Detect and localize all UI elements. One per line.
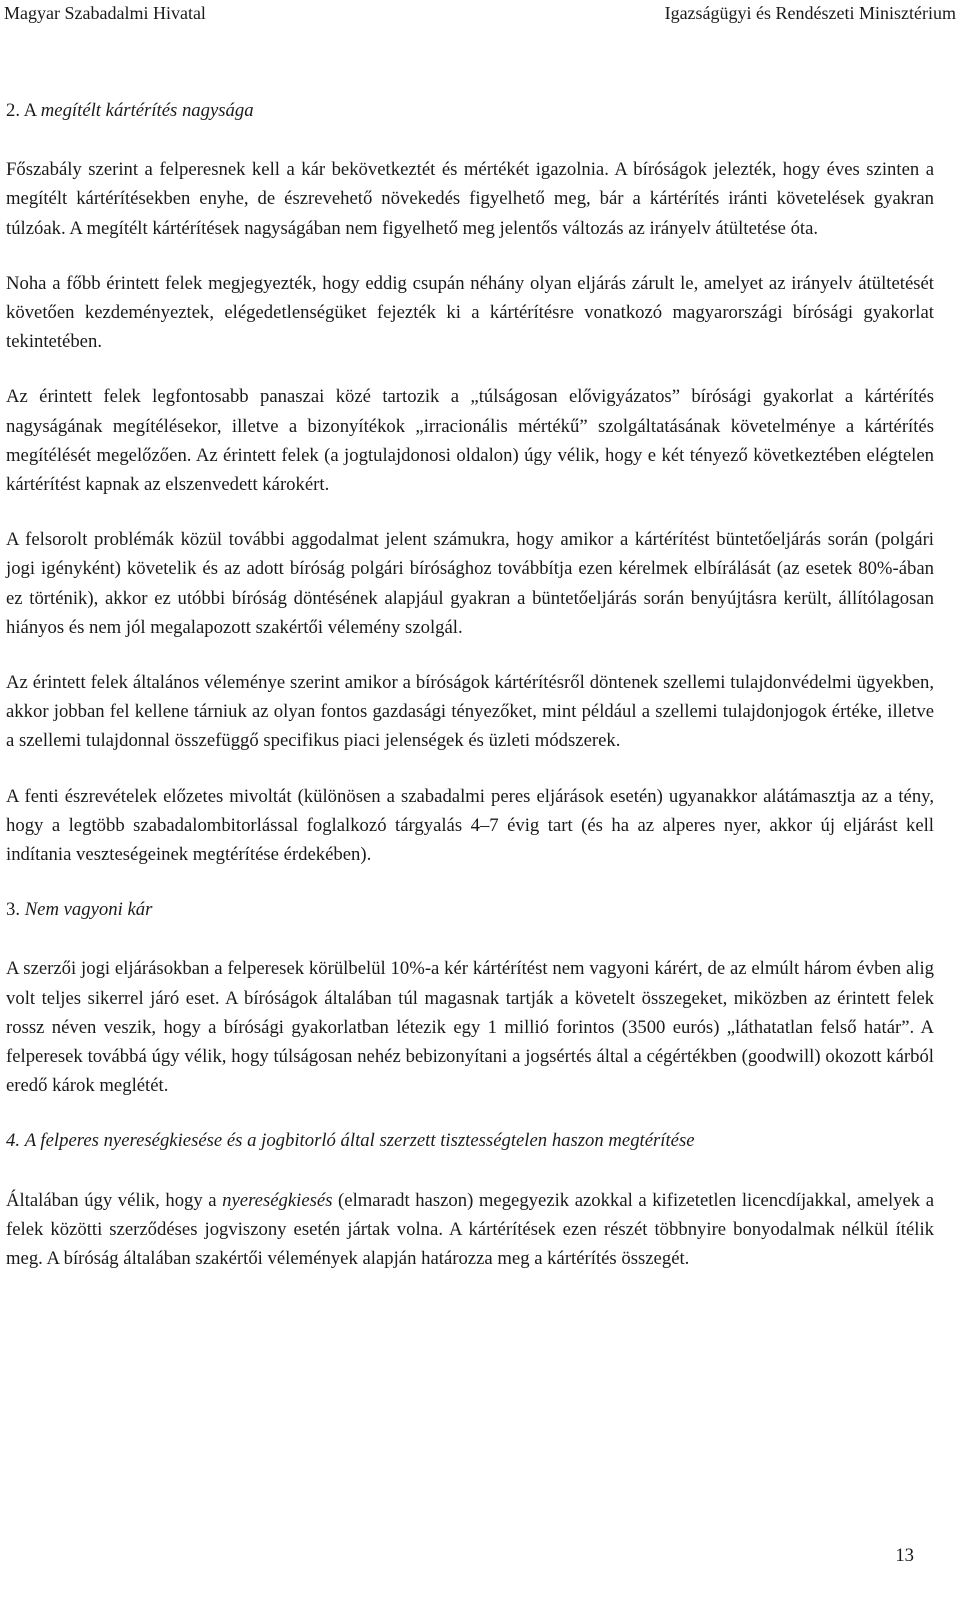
section-4-p1-emphasis: nyereségkiesés [222, 1189, 333, 1211]
section-3-paragraph-1: A szerzői jogi eljárásokban a felperesek körülbelül 10%-a kér kártérítést nem vagyoni kárért, de az elmúlt három évben alig volt teljes sikerrel járó eset. A bíróságok általában túl magasnak tartják a követelt összegeket, miközben az érintett felek rossz néven veszik, hogy a bírósági gyakorlatban létezik egy 1 millió forintos (3500 eurós) „láthatatlan felső határ”. A felperesek továbbá úgy vélik, hogy túlságosan nehéz bebizonyítani a jogsértés által a cégértékben (goodwill) okozott kárból eredő károk meglétét. [6, 958, 934, 1097]
page-number: 13 [895, 1545, 914, 1566]
section-4-title: A felperes nyereségkiesése és a jogbitorló által szerzett tisztességtelen haszon megtérítése [24, 1130, 695, 1152]
page-header [0, 0, 960, 30]
section-4-p1-text-after: (elmaradt haszon) megegyezik azokkal a kifizetetlen licencdíjakkal, amelyek a felek közötti szerződéses jogviszony esetén jártak volna. A kártérítések ezen részét többnyire bonyodalmak nélkül ítélik meg. A bíróság általában szakértői vélemények alapján határozza meg a kártérítés összegét. [6, 1189, 934, 1270]
section-2-title: megítélt kártérítés nagysága [40, 100, 254, 121]
section-2-paragraph-2: Noha a főbb érintett felek megjegyezték, hogy eddig csupán néhány olyan eljárás zárult le, amelyet az irányelv átültetését követően kezdeményeztek, elégedetlenségüket fejezték ki a kártérítésre vonatkozó magyarországi bírósági gyakorlat tekintetében. [6, 272, 934, 353]
section-2-paragraph-4: A felsorolt problémák közül további aggodalmat jelent számukra, hogy amikor a kártérítést büntetőeljárás során (polgári jogi igényként) követelik és az adott bíróság polgári bírósághoz továbbítja ezen kérelmek elbírálását (az esetek 80%-ában ez történik), akkor ez utóbbi bíróság döntésének alapjául gyakran a büntetőeljárás során benyújtásra került, állítólagosan hiányos és nem jól megalapozott szakértői vélemény szolgál. [6, 529, 934, 638]
section-2-paragraph-5: Az érintett felek általános véleménye szerint amikor a bíróságok kártérítésről döntenek szellemi tulajdonvédelmi ügyekben, akkor jobban fel kellene tárniuk az olyan fontos gazdasági tényezőket, mint például a szellemi tulajdonjogok értéke, illetve a szellemi tulajdonnal összefüggő specifikus piaci jelenségek és üzleti módszerek. [6, 672, 934, 752]
header-left-office: Magyar Szabadalmi Hivatal [4, 3, 206, 23]
section-2-number: 2. A [6, 100, 37, 121]
document-body [6, 96, 934, 1273]
header-right-ministry: Igazságügyi és Rendészeti Minisztérium [664, 3, 956, 23]
section-2-paragraph-1: Főszabály szerint a felperesnek kell a kár bekövetkeztét és mértékét igazolnia. A bíróságok jelezték, hogy éves szinten a megítélt kártérítésekben enyhe, de észrevehető növekedés figyelhető meg, bár a kártérítés iránti követelések gyakran túlzóak. A megítélt kártérítések nagyságában nem figyelhető meg jelentős változás az irányelv átültetése óta. [6, 159, 934, 239]
section-2-paragraph-6: A fenti észrevételek előzetes mivoltát (különösen a szabadalmi peres eljárások esetén) ugyanakkor alátámasztja az a tény, hogy a legtöbb szabadalombitorlással foglalkozó tárgyalás 4–7 évig tart (és ha az alperes nyer, akkor új eljárást kell indítania veszteségeinek megtérítése érdekében). [6, 785, 934, 866]
section-2-paragraph-3: Az érintett felek legfontosabb panaszai közé tartozik a „túlságosan elővigyázatos” bírósági gyakorlat a kártérítés nagyságának megítélésekor, illetve a bizonyítékok „irracionális mértékű” szolgáltatásának követelménye a kártérítés megítélését megelőzően. Az érintett felek (a jogtulajdonosi oldalon) úgy vélik, hogy e két tényező következtében elégtelen kártérítést kapnak az elszenvedett károkért. [6, 386, 934, 496]
section-4-p1-text-before: Általában úgy vélik, hogy a [6, 1189, 223, 1211]
section-4-heading [6, 1126, 934, 1155]
section-3-heading [6, 895, 934, 924]
section-3-title: Nem vagyoni kár [24, 899, 153, 921]
section-4-number: 4. [6, 1130, 21, 1152]
section-2-heading [6, 96, 934, 125]
section-3-number: 3. [6, 899, 21, 921]
section-4-paragraph-1 [6, 1186, 934, 1274]
